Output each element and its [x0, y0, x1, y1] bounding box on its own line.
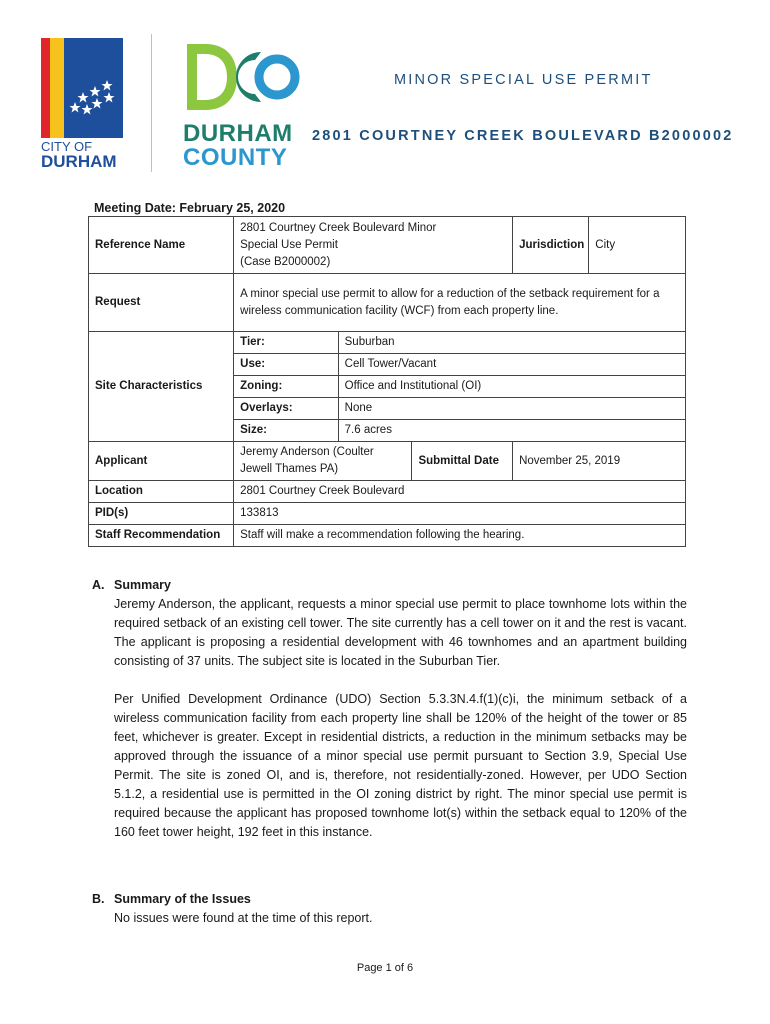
- city-of-durham-logo: [41, 38, 123, 170]
- section-a-number: A.: [92, 578, 105, 592]
- table-row: [89, 332, 686, 354]
- section-b-paragraph: No issues were found at the time of this report.: [114, 911, 373, 925]
- site-row-label: Zoning:: [234, 376, 339, 398]
- section-a-paragraph-2: Per Unified Development Ordinance (UDO) Section 5.3.3N.4.f(1)(c)i, the minimum setback of a wireless communication facility from each property line shall be 120% of the height of the tower or 85 feet, whichever is greater. Except in residential districts, a reduction in the minimum setbacks may be approved through the issuance of a minor special use permit pursuant to Section 3.9, Special Use Permit. The site is zoned OI, and is, therefore, not residentially-zoned. However, per UDO Section 5.1.2, a residential use is permitted in the OI zoning district by right. The minor special use permit is required because the applicant has proposed townhome lot(s) within the setback equal to 120% of the 160 feet tower height, 192 feet in this instance.: [114, 692, 687, 839]
- reference-name-value: [234, 217, 513, 274]
- site-row-value: None: [338, 398, 685, 420]
- section-a-title: Summary: [114, 578, 171, 592]
- reference-name-line2: Special Use Permit: [240, 238, 338, 251]
- site-row-value: Office and Institutional (OI): [338, 376, 685, 398]
- submittal-date-label: Submittal Date: [412, 442, 513, 481]
- site-row-label: Overlays:: [234, 398, 339, 420]
- case-info-table: [88, 216, 686, 547]
- pid-value: 133813: [234, 503, 686, 525]
- page-number: Page 1 of 6: [356, 962, 414, 974]
- logo-divider: [151, 34, 152, 172]
- section-b-title: Summary of the Issues: [114, 892, 251, 906]
- reference-name-line3: (Case B2000002): [240, 255, 331, 268]
- city-logo-line2: DURHAM: [41, 152, 117, 171]
- durham-county-logo: [183, 40, 303, 172]
- table-row: [89, 503, 686, 525]
- location-value: 2801 Courtney Creek Boulevard: [234, 481, 686, 503]
- section-a-paragraph-1: Jeremy Anderson, the applicant, requests a minor special use permit to place townhome lots within the required setback of an existing cell tower. The site currently has a cell tower on it and the rest is vacant. The applicant is proposing a residential development with 46 townhomes and an apartment building consisting of 37 units. The subject site is located in the Suburban Tier.: [114, 597, 687, 668]
- request-value: A minor special use permit to allow for a reduction of the setback requirement for a wireless communication facility (WCF) from each property line.: [234, 274, 686, 332]
- site-row-label: Use:: [234, 354, 339, 376]
- staff-recommendation-value: Staff will make a recommendation following the hearing.: [234, 525, 686, 547]
- table-row: [89, 274, 686, 332]
- table-row: [89, 481, 686, 503]
- site-row-value: Suburban: [338, 332, 685, 354]
- city-logo-line1: CITY OF: [41, 139, 93, 154]
- staff-recommendation-label: Staff Recommendation: [89, 525, 234, 547]
- site-characteristics-label: Site Characteristics: [89, 332, 234, 442]
- document-title: MINOR SPECIAL USE PERMIT: [394, 72, 653, 88]
- table-row: [89, 525, 686, 547]
- pid-label: PID(s): [89, 503, 234, 525]
- site-row-value: Cell Tower/Vacant: [338, 354, 685, 376]
- jurisdiction-value: City: [589, 217, 686, 274]
- meeting-date: Meeting Date: February 25, 2020: [94, 201, 286, 215]
- site-row-value: 7.6 acres: [338, 420, 685, 442]
- county-logo-line1: DURHAM: [183, 120, 293, 147]
- document-subtitle: 2801 COURTNEY CREEK BOULEVARD B2000002: [312, 128, 734, 144]
- section-b-issues: [92, 890, 687, 928]
- reference-name-line1: 2801 Courtney Creek Boulevard Minor: [240, 221, 437, 234]
- location-label: Location: [89, 481, 234, 503]
- jurisdiction-label: Jurisdiction: [513, 217, 589, 274]
- request-label: Request: [89, 274, 234, 332]
- table-row: [89, 217, 686, 274]
- site-row-label: Tier:: [234, 332, 339, 354]
- city-flag-icon: [41, 38, 123, 138]
- section-b-number: B.: [92, 892, 105, 906]
- county-logo-line2: COUNTY: [183, 144, 288, 171]
- applicant-value: Jeremy Anderson (Coulter Jewell Thames PA): [234, 442, 412, 481]
- dco-monogram-icon: [183, 40, 301, 114]
- stars-icon: [69, 78, 117, 118]
- section-a-heading: [92, 576, 687, 595]
- table-row: [89, 442, 686, 481]
- site-row-label: Size:: [234, 420, 339, 442]
- reference-name-label: Reference Name: [89, 217, 234, 274]
- submittal-date-value: November 25, 2019: [513, 442, 686, 481]
- section-b-heading: [92, 890, 687, 909]
- section-a-summary: [92, 576, 687, 842]
- applicant-label: Applicant: [89, 442, 234, 481]
